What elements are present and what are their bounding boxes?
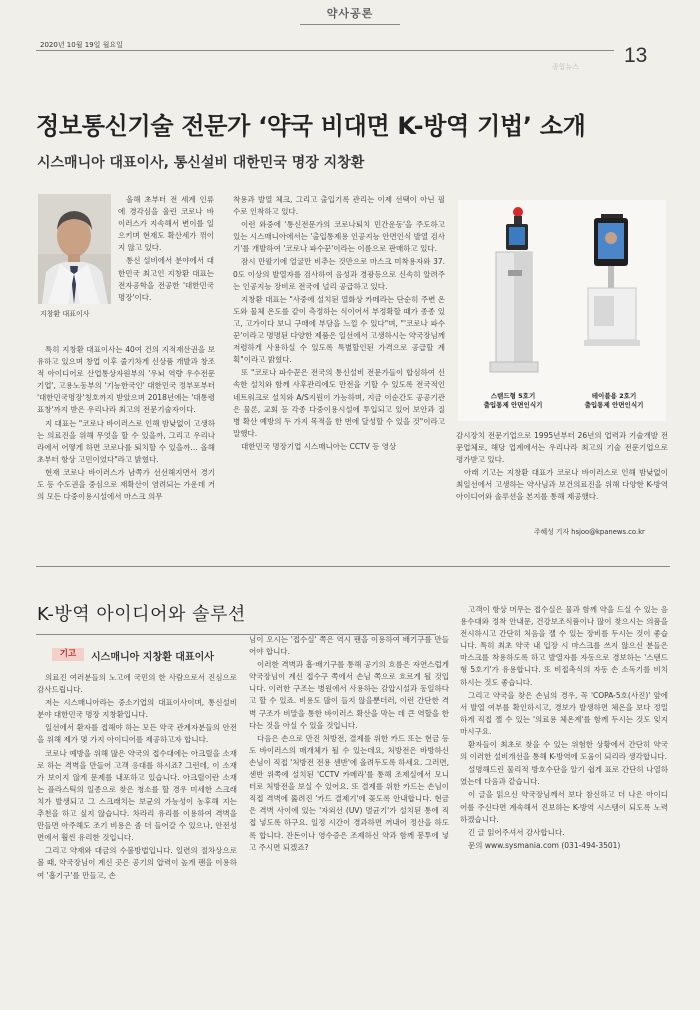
article-paragraph: 감시장치 전문기업으로 1995년부터 26년의 업력과 기술개발 전문업체로, 해당 업계에서는 우리나라 최고의 기술 전문기업으로 평가받고 있다. — [456, 431, 668, 465]
article-paragraph: 대한민국 명장기업 시스매니아는 CCTV 등 영상 — [241, 441, 397, 451]
opinion-col3 — [460, 604, 668, 853]
article-paragraph: 현재 코로나 바이러스가 남쪽가 선선해지면서 경기도 등 수도권을 중심으로 재확산이 염려되는 가운데 거의 모든 다중이용시설에서 마스크 의무 — [37, 467, 215, 502]
article-paragraph: 이런 와중에 '통신전문가의 코로나퇴치 민간운동'을 주도하고 있는 시스매니아에서는 '출입통제용 인공지능 안면인식 발열 검사기'를 개발하여 '코로나 파수꾼'이라는 이름으로 판매하고 있다. — [233, 220, 445, 254]
opinion-paragraph: 긴 글 읽어주셔서 감사합니다. — [468, 827, 565, 837]
opinion-section-title: K-방역 아이디어와 솔루션 — [37, 604, 246, 625]
masthead-rule — [36, 50, 614, 51]
article-paragraph: 올해 초부터 전 세계 인류에 경각심을 울린 코로나 바이러스가 지속해서 변이를 일으키며 현재도 확산세가 꺾이지 않고 있다. — [118, 195, 214, 253]
figure-caption-stand: 스탠드형 5호기 출입통제 안면인식기 — [483, 392, 543, 409]
opinion-author: 시스매니아 지창환 대표이사 — [91, 652, 214, 663]
article-headline: 정보통신기술 전문가 ‘약국 비대면 K-방역 기법’ 소개 — [36, 112, 586, 140]
contribution-tag: 기고 — [52, 648, 84, 661]
page-number: 13 — [624, 44, 648, 67]
opinion-paragraph: 의료진 여러분들의 노고에 국민의 한 사람으로서 진심으로 감사드립니다. — [37, 673, 237, 695]
opinion-paragraph: 이러한 격벽과 흡·배기구를 통해 공기의 흐름은 자연스럽게 약국장님이 계신 접수구 쪽에서 손님 쪽으로 흐르게 될 것입니다. 이러한 구조는 병원에서 사용하는 감압시설과 동일하다고 할 수 있죠. 비용도 많이 들지 않을뿐더러, 이런 간단한 격벽 구조가 비말을 통한 바이러스 확산을 막는 데 큰 역할을 한다는 것을 아실 수 있을 것입니다. — [249, 660, 449, 730]
article-paragraph: 또 "코로나 파수꾼은 전국의 통신설비 전문가들이 합심하여 신속한 설치와 함께 사후관리에도 만전을 기할 수 있도록 전국적인 네트워크로 설치와 A/S지원이 가능하며, 지금 이순간도 공공기관은 물론, 교회 등 각종 다중이용시설에 투입되고 있어 보안과 질병 확산 예방의 두 가지 목적을 한 번에 달성할 수 있을 것"이라고 말했다. — [233, 368, 445, 438]
opinion-paragraph: 환자들이 최초로 찾을 수 있는 위험한 상황에서 간단히 약국의 이러한 설비개선을 통해 K-방역에 도움이 되리라 생각합니다. — [460, 740, 668, 762]
kiosk-illustration — [458, 200, 666, 390]
article-paragraph: 잠시 만팔기에 얼굴만 비추는 것만으로 마스크 미착용자와 37.0도 이상의 발열자를 검사하여 음성과 경광등으로 신속히 알려주는 인공지능 장비로 전국에 널리 공급하고 있다. — [233, 257, 445, 291]
article-paragraph: 통신 설비에서 분야에서 대한민국 최고인 지창환 대표는 전자공학을 전공한 '대한민국명장'이다. — [118, 256, 214, 302]
opinion-paragraph: 코로나 예방을 위해 많은 약국의 접수대에는 아크릴을 소재로 하는 격벽을 만들어 고객 응대를 하시죠? 그런데, 이 소재가 보이지 않게 문제를 내포하고 있습니다. 아크릴이란 소재는 플라스틱의 일종으로 찾은 청소를 할 경우 미세한 스크래치가 발생되고 그 스크래치는 보균의 가능성이 농후해 지는 추천을 하고 싶지 않습니다. 차라리 유리를 이용하여 격벽을 만들면 아주해도 조기 비용은 좀 더 들어갈 수 있으나, 안전성 면에서 훨씬 유리한 것입니다. — [37, 748, 237, 843]
product-figure — [458, 200, 666, 421]
opinion-paragraph: 설명해드린 물리적 방호수단을 알기 쉽게 표로 간단히 나열하였는데 다음과 같습니다. — [460, 765, 668, 787]
section-divider — [36, 566, 670, 567]
masthead-brand: 약사공론 — [326, 7, 374, 20]
article-col1-bottom — [37, 344, 215, 504]
article-paragraph: 아래 기고는 지창환 대표가 코로나 바이러스로 인해 밤낮없이 최일선에서 고생하는 약사님과 보건의료진을 위해 다양한 K-방역 아이디어와 솔루션을 본지를 통해 제공했다. — [456, 468, 668, 502]
opinion-col2 — [249, 634, 449, 855]
article-col2 — [233, 194, 445, 454]
article-paragraph: 특히 지창환 대표이사는 40여 건의 지적재산권을 보유하고 있으며 창업 이후 줄기차게 신상품 개발과 창조적 아이디어로 산업통상자원부의 '우뇌 역량 우수전문기업', 고용노동부의 '기능한국인' 대한민국 정부포부터 '대한민국명장'칭호까지 받았으며 2018년에는 '대통령 표창'까지 받은 우리나라 최고의 전문기술자이다. — [37, 345, 215, 415]
opinion-paragraph: 그리고 약국을 찾은 손님의 경우, 꼭 'COPA-5호(사진)' 앞에서 발열 여부를 확인하시고, 경보가 발생하면 체온을 보다 정밀하게 직접 잴 수 있는 '의료용 체온계'를 함께 두시는 것도 잊지 마시구요. — [460, 690, 668, 736]
opinion-paragraph: 그리고 약재와 대금의 수불방법입니다. 일련의 절차상으로 볼 때, 약국장님이 계신 곳은 공기의 압력이 높게 팬을 이용하여 '흡기구'를 만들고, 손 — [37, 846, 237, 880]
opinion-col1 — [37, 672, 237, 883]
article-byline: 주혜성 기자 hsjoo@kpanews.co.kr — [534, 528, 645, 536]
opinion-paragraph: 다음은 손으로 만진 처방전, 결제를 위한 카드 또는 현금 등도 바이러스의 매개체가 될 수 있는데요, 처방전은 바방하신 손님이 직접 '처방전 전용 센반'에 올려두도록 하세요. 그러면, 센반 위쪽에 설치된 'CCTV 카메라'를 통해 조제실에서 모니터로 처방전을 보실 수 있어요. 또 결제를 위한 카드는 손님이 직접 격벽에 뚫려진 '카드 결제기'에 꽂도록 안내합니다. 현금은 격벽 사이에 있는 '자외선 (UV) 멸균기'가 설치된 통에 직접 넣도록 하구요. 일정 시간이 경과하면 꺼내어 정산을 하도록 합니다. 잔돈이나 영수증은 조제하신 약과 함께 봉투에 넣고 주시면 되겠죠? — [249, 733, 449, 852]
article-paragraph: 지 대표는 "코로나 바이러스로 인해 밤낮없이 고생하는 의료진을 위해 무엇을 할 수 있을까, 그리고 우리나라에서 어떻게 하면 코로나를 퇴치할 수 있을까… 올해 초부터 항상 고민이었다"라고 밝혔다. — [37, 418, 215, 464]
opinion-paragraph: 님이 오시는 '접수실' 쪽은 역시 팬을 이용하여 배기구를 만들어야 합니다. — [249, 635, 449, 657]
article-paragraph: 착용과 발열 체크, 그리고 출입기록 관리는 이제 선택이 아닌 필수로 인착하고 있다. — [233, 195, 445, 217]
opinion-paragraph: 일선에서 환자를 접해야 하는 모든 약국 관계자분들의 안전을 위해 제가 몇 가지 아이디어를 제공하고자 합니다. — [37, 723, 237, 745]
article-subhead: 시스매니아 대표이사, 통신설비 대한민국 명장 지창환 — [37, 155, 365, 171]
article-paragraph: 지창환 대표는 "사중에 설치된 열화상 카메라는 단순히 주변 온도와 물체 온도를 같이 측정하는 식이어서 부정확할 때가 종종 있고, 고가이다 보니 구매에 부담을 느낄 수 있다"며, "'코로나 파수꾼'이라고 명명된 다양한 제품은 일선에서 고생하시는 약국장님께 저렴하게 사용하실 수 있도록 특별할인된 가격으로 공급할 계획"이라고 밝혔다. — [233, 294, 445, 365]
portrait-figure — [38, 194, 111, 304]
portrait-photo — [38, 194, 111, 304]
figure-caption-table: 테이블용 2호기 출입통제 안면인식기 — [584, 392, 644, 409]
article-col3 — [456, 430, 668, 505]
section-side-tag: 종합뉴스 — [552, 63, 580, 71]
masthead-date: 2020년 10월 19일 월요일 — [40, 41, 123, 49]
opinion-paragraph: 이 글을 읽으신 약국장님께서 보다 참신하고 더 나은 아이디어를 주신다면 계속해서 진보하는 K-방역 시스템이 되도록 노력하겠습니다. — [460, 790, 668, 824]
opinion-paragraph: 저는 시스매니아라는 중소기업의 대표이사이며, 통신설비 분야 대한민국 명장 지창환입니다. — [37, 698, 237, 720]
masthead-brand-underline — [300, 24, 400, 25]
opinion-paragraph: 고객이 항상 머무는 접수실은 물과 함께 약을 드실 수 있는 음용수대와 정착 안내문, 건강보조식품이나 많이 찾으시는 의품을 전시하시고 간단히 처음을 잴 수 있는 장비를 두시는 것이 좋습니다. 특히 최초 약국 내 입장 시 마스크를 쓰지 않으신 분들은 마스크를 착용하도록 하고 발열자를 자동으로 경보하는 '스탠드형 5호기'가 유용합니다. 또 비접촉식의 자동 손 소독기를 비치하시는 것도 좋습니다. — [460, 605, 668, 687]
contact-line: 문의 www.sysmania.com (031-494-3501) — [468, 840, 621, 850]
article-col1-top — [118, 194, 214, 305]
masthead — [0, 0, 700, 71]
portrait-caption: 지창환 대표이사 — [40, 310, 90, 318]
